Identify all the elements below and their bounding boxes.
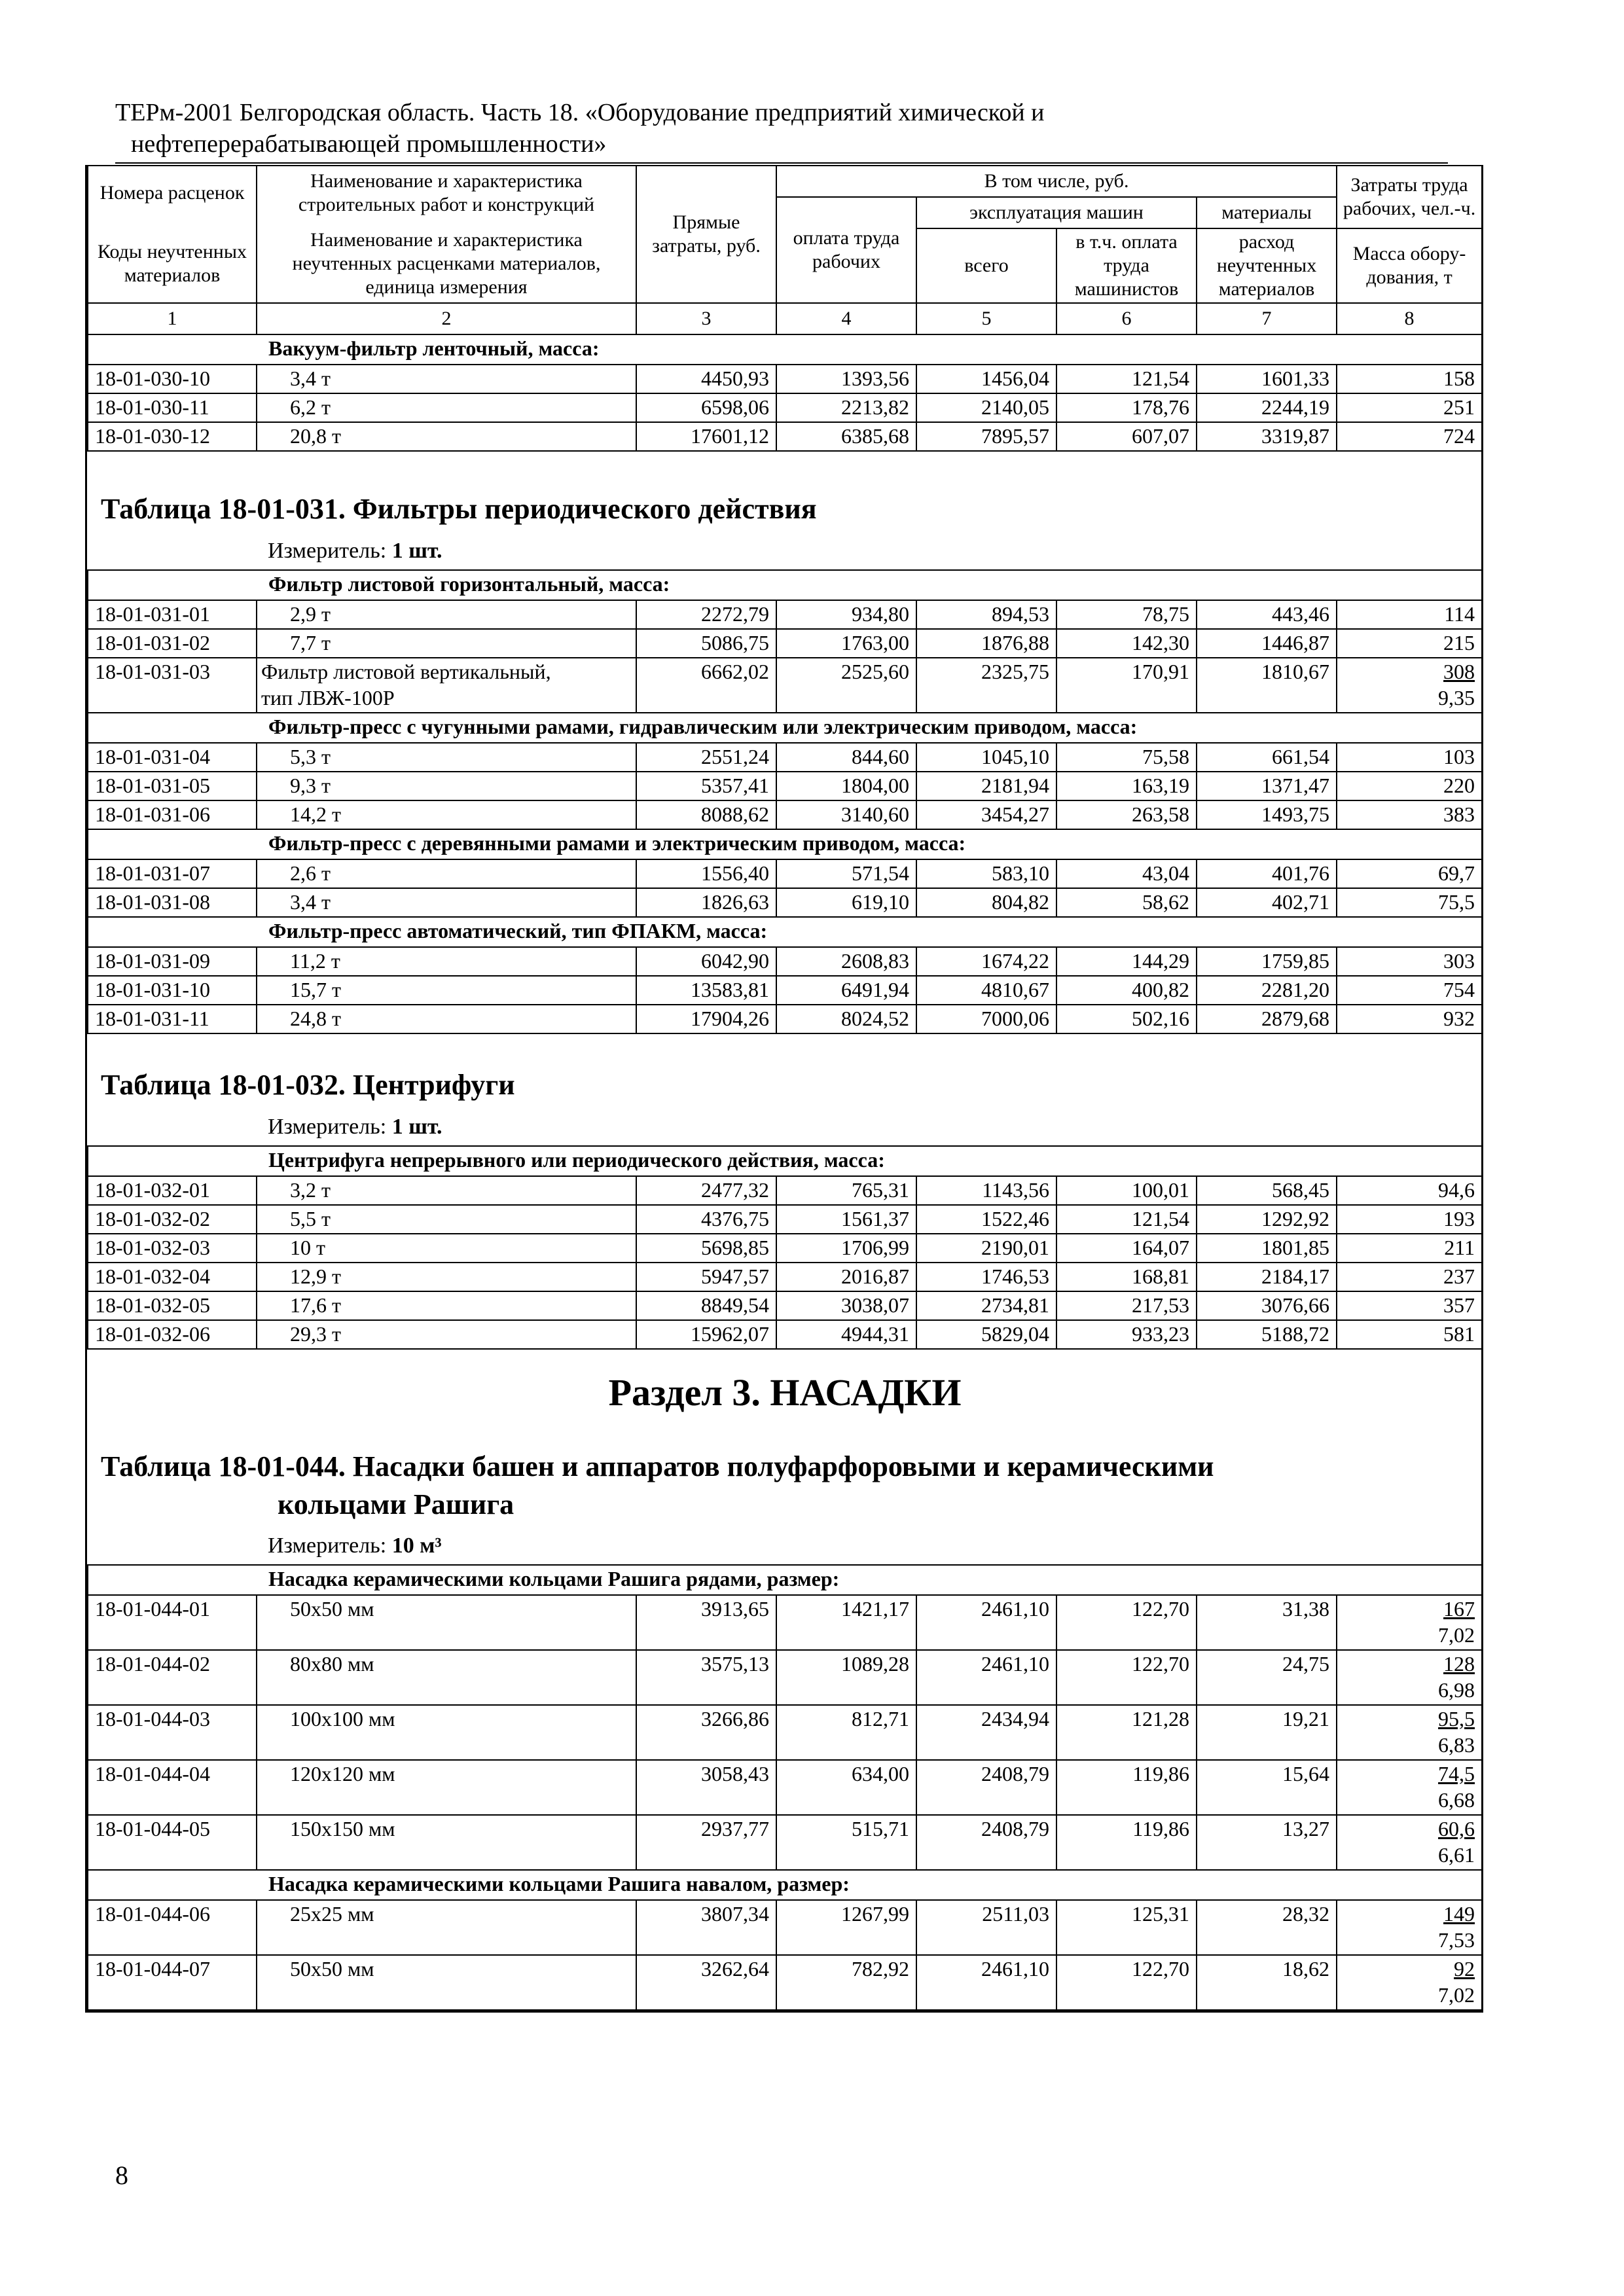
direct-cost-cell: 8849,54 — [636, 1291, 776, 1320]
labor-value: 167 — [1443, 1597, 1475, 1621]
labor-cost-cell: 357 — [1337, 1291, 1482, 1320]
table-row — [88, 1320, 1482, 1349]
machines-total-cell: 1045,10 — [916, 743, 1056, 772]
direct-cost-cell: 5698,85 — [636, 1234, 776, 1263]
materials-cell: 1371,47 — [1197, 772, 1337, 800]
table-row — [88, 1205, 1482, 1234]
operator-pay-cell: 58,62 — [1056, 888, 1197, 917]
rate-name-cell: 11,2 т — [257, 947, 636, 976]
worker-pay-cell: 6491,94 — [776, 976, 916, 1005]
worker-pay-cell: 782,92 — [776, 1955, 916, 2010]
labor-cost-cell: 103 — [1337, 743, 1482, 772]
table-row — [88, 422, 1482, 451]
labor-cost-cell: 932 — [1337, 1005, 1482, 1033]
labor-cost-cell — [1337, 1955, 1482, 2010]
materials-cell: 3319,87 — [1197, 422, 1337, 451]
machines-total-cell: 1876,88 — [916, 629, 1056, 658]
machines-total-cell: 804,82 — [916, 888, 1056, 917]
operator-pay-cell: 78,75 — [1056, 600, 1197, 629]
group-heading: Фильтр-пресс с чугунными рамами, гидравлическим или электрическим приводом, масса: — [88, 713, 1482, 743]
table-row — [88, 1815, 1482, 1870]
rate-name-cell: 50х50 мм — [257, 1955, 636, 2010]
machines-total-cell: 7000,06 — [916, 1005, 1056, 1033]
materials-cell: 443,46 — [1197, 600, 1337, 629]
worker-pay-cell: 1421,17 — [776, 1595, 916, 1650]
rate-name-cell: 9,3 т — [257, 772, 636, 800]
labor-cost-cell: 69,7 — [1337, 859, 1482, 888]
worker-pay-cell: 1706,99 — [776, 1234, 916, 1263]
table-row — [88, 629, 1482, 658]
table-row — [88, 1760, 1482, 1815]
direct-cost-cell: 1556,40 — [636, 859, 776, 888]
rate-code-cell: 18-01-032-02 — [88, 1205, 257, 1234]
rate-name-cell: 6,2 т — [257, 393, 636, 422]
table-row — [88, 1955, 1482, 2010]
group-heading: Вакуум-фильтр ленточный, масса: — [88, 334, 1482, 365]
labor-cost-cell: 211 — [1337, 1234, 1482, 1263]
direct-cost-cell: 3575,13 — [636, 1650, 776, 1705]
operator-pay-cell: 100,01 — [1056, 1176, 1197, 1205]
table-row — [88, 1005, 1482, 1033]
operator-pay-cell: 178,76 — [1056, 393, 1197, 422]
mass-value: 7,53 — [1438, 1928, 1475, 1952]
worker-pay-cell: 8024,52 — [776, 1005, 916, 1033]
group-heading: Фильтр листовой горизонтальный, масса: — [88, 570, 1482, 600]
machines-total-cell: 1674,22 — [916, 947, 1056, 976]
rate-code-cell: 18-01-044-03 — [88, 1705, 257, 1760]
group-heading: Фильтр-пресс с деревянными рамами и электрическим приводом, масса: — [88, 829, 1482, 859]
worker-pay-cell: 515,71 — [776, 1815, 916, 1870]
rate-code-cell: 18-01-031-07 — [88, 859, 257, 888]
materials-cell: 5188,72 — [1197, 1320, 1337, 1349]
labor-value: 149 — [1443, 1902, 1475, 1926]
rate-name-cell: 10 т — [257, 1234, 636, 1263]
rate-code-cell: 18-01-032-01 — [88, 1176, 257, 1205]
materials-cell: 13,27 — [1197, 1815, 1337, 1870]
materials-cell: 24,75 — [1197, 1650, 1337, 1705]
rate-code-cell: 18-01-031-04 — [88, 743, 257, 772]
rate-name-cell: 14,2 т — [257, 800, 636, 829]
rate-code-cell: 18-01-031-10 — [88, 976, 257, 1005]
labor-cost-cell — [1337, 1760, 1482, 1815]
direct-cost-cell: 5357,41 — [636, 772, 776, 800]
materials-cell: 401,76 — [1197, 859, 1337, 888]
rate-code-cell: 18-01-031-09 — [88, 947, 257, 976]
machines-total-cell: 1746,53 — [916, 1263, 1056, 1291]
direct-cost-cell: 4450,93 — [636, 365, 776, 393]
materials-cell: 1493,75 — [1197, 800, 1337, 829]
rates-sheet — [85, 165, 1483, 2013]
worker-pay-cell: 619,10 — [776, 888, 916, 917]
materials-cell: 1601,33 — [1197, 365, 1337, 393]
rate-code-cell: 18-01-044-06 — [88, 1900, 257, 1955]
direct-cost-cell: 6598,06 — [636, 393, 776, 422]
rate-code-cell: 18-01-031-06 — [88, 800, 257, 829]
unit-line: Измеритель: 1 шт. — [268, 1115, 442, 1139]
labor-cost-cell: 251 — [1337, 393, 1482, 422]
labor-cost-cell: 193 — [1337, 1205, 1482, 1234]
labor-cost-cell: 754 — [1337, 976, 1482, 1005]
worker-pay-cell: 1763,00 — [776, 629, 916, 658]
machines-total-cell: 2461,10 — [916, 1955, 1056, 2010]
table-row — [88, 888, 1482, 917]
operator-pay-cell: 263,58 — [1056, 800, 1197, 829]
table-row — [88, 859, 1482, 888]
operator-pay-cell: 121,54 — [1056, 1205, 1197, 1234]
rate-code-cell: 18-01-032-04 — [88, 1263, 257, 1291]
centrifuge-rows — [88, 1176, 1482, 1349]
rate-name-cell: 17,6 т — [257, 1291, 636, 1320]
worker-pay-cell: 2016,87 — [776, 1263, 916, 1291]
operator-pay-cell: 400,82 — [1056, 976, 1197, 1005]
header-line-2: нефтеперерабатывающей промышленности» — [131, 130, 607, 158]
machines-total-cell: 1522,46 — [916, 1205, 1056, 1234]
table-032-title-row — [88, 1033, 1482, 1146]
direct-cost-cell: 5947,57 — [636, 1263, 776, 1291]
labor-cost-cell: 303 — [1337, 947, 1482, 976]
operator-pay-cell: 122,70 — [1056, 1955, 1197, 2010]
labor-cost-cell: 75,5 — [1337, 888, 1482, 917]
worker-pay-cell: 571,54 — [776, 859, 916, 888]
table-row — [88, 772, 1482, 800]
filter-press-auto-rows — [88, 947, 1482, 1033]
operator-pay-cell: 121,54 — [1056, 365, 1197, 393]
header-line-1: ТЕРм-2001 Белгородская область. Часть 18. «Оборудование предприятий химической и — [115, 99, 1045, 126]
table-row — [88, 393, 1482, 422]
worker-pay-cell: 1393,56 — [776, 365, 916, 393]
table-row — [88, 1900, 1482, 1955]
machines-total-cell: 2461,10 — [916, 1650, 1056, 1705]
materials-cell: 3076,66 — [1197, 1291, 1337, 1320]
page-header — [115, 97, 1424, 160]
table-row — [88, 976, 1482, 1005]
mass-value: 6,98 — [1438, 1678, 1475, 1702]
rate-code-cell: 18-01-031-08 — [88, 888, 257, 917]
materials-cell: 402,71 — [1197, 888, 1337, 917]
direct-cost-cell: 5086,75 — [636, 629, 776, 658]
machines-total-cell: 894,53 — [916, 600, 1056, 629]
rate-name-cell: 80х80 мм — [257, 1650, 636, 1705]
packing-bulk-rows — [88, 1900, 1482, 2010]
machines-total-cell: 2190,01 — [916, 1234, 1056, 1263]
operator-pay-cell: 164,07 — [1056, 1234, 1197, 1263]
group-heading: Насадка керамическими кольцами Рашига навалом, размер: — [88, 1870, 1482, 1900]
worker-pay-cell: 1804,00 — [776, 772, 916, 800]
worker-pay-cell: 812,71 — [776, 1705, 916, 1760]
labor-cost-cell: 724 — [1337, 422, 1482, 451]
page-number: 8 — [115, 2161, 128, 2190]
group-heading: Фильтр-пресс автоматический, тип ФПАКМ, масса: — [88, 917, 1482, 947]
rate-name-cell: 29,3 т — [257, 1320, 636, 1349]
col-header-machines: эксплуатация машин — [916, 197, 1197, 228]
table-row — [88, 365, 1482, 393]
mass-value: 6,68 — [1438, 1788, 1475, 1812]
worker-pay-cell: 634,00 — [776, 1760, 916, 1815]
labor-cost-cell — [1337, 1705, 1482, 1760]
direct-cost-cell: 2551,24 — [636, 743, 776, 772]
operator-pay-cell: 502,16 — [1056, 1005, 1197, 1033]
machines-total-cell: 5829,04 — [916, 1320, 1056, 1349]
labor-cost-cell — [1337, 1650, 1482, 1705]
table-row — [88, 1263, 1482, 1291]
direct-cost-cell: 2272,79 — [636, 600, 776, 629]
table-044-title-row — [88, 1349, 1482, 1565]
rate-code-cell: 18-01-030-11 — [88, 393, 257, 422]
machines-total-cell: 2734,81 — [916, 1291, 1056, 1320]
direct-cost-cell: 13583,81 — [636, 976, 776, 1005]
machines-total-cell: 1143,56 — [916, 1176, 1056, 1205]
packing-rows-rows — [88, 1595, 1482, 1870]
labor-cost-cell: 383 — [1337, 800, 1482, 829]
mass-value: 6,61 — [1438, 1843, 1475, 1867]
mass-value: 6,83 — [1438, 1733, 1475, 1757]
operator-pay-cell: 43,04 — [1056, 859, 1197, 888]
labor-value: 60,6 — [1438, 1817, 1475, 1840]
rate-name-cell: 100х100 мм — [257, 1705, 636, 1760]
rate-name-cell: 5,3 т — [257, 743, 636, 772]
materials-cell: 1292,92 — [1197, 1205, 1337, 1234]
rate-name-cell: 2,9 т — [257, 600, 636, 629]
operator-pay-cell: 217,53 — [1056, 1291, 1197, 1320]
operator-pay-cell: 119,86 — [1056, 1760, 1197, 1815]
table-title: Таблица 18-01-032. Центрифуги — [101, 1069, 515, 1101]
col-header-mass: Масса обору-дования, т — [1337, 228, 1482, 303]
labor-cost-cell: 581 — [1337, 1320, 1482, 1349]
labor-cost-cell: 94,6 — [1337, 1176, 1482, 1205]
materials-cell: 2879,68 — [1197, 1005, 1337, 1033]
operator-pay-cell: 122,70 — [1056, 1650, 1197, 1705]
col-header-operator-pay: в т.ч. оплата труда машинистов — [1056, 228, 1197, 303]
operator-pay-cell: 122,70 — [1056, 1595, 1197, 1650]
operator-pay-cell: 125,31 — [1056, 1900, 1197, 1955]
table-row — [88, 1234, 1482, 1263]
labor-value: 74,5 — [1438, 1762, 1475, 1785]
labor-cost-cell: 114 — [1337, 600, 1482, 629]
labor-cost-cell — [1337, 1815, 1482, 1870]
rate-name-cell: 120х120 мм — [257, 1760, 636, 1815]
worker-pay-cell: 3140,60 — [776, 800, 916, 829]
rate-code-cell: 18-01-044-01 — [88, 1595, 257, 1650]
operator-pay-cell: 144,29 — [1056, 947, 1197, 976]
materials-cell: 2244,19 — [1197, 393, 1337, 422]
materials-cell: 28,32 — [1197, 1900, 1337, 1955]
worker-pay-cell: 3038,07 — [776, 1291, 916, 1320]
col-header-material-usage: расход неучтенных материалов — [1197, 228, 1337, 303]
table-row — [88, 1291, 1482, 1320]
machines-total-cell: 1456,04 — [916, 365, 1056, 393]
direct-cost-cell: 1826,63 — [636, 888, 776, 917]
filter-horizontal-rows — [88, 600, 1482, 658]
rate-code-cell: 18-01-030-10 — [88, 365, 257, 393]
unit-line: Измеритель: 10 м³ — [268, 1534, 442, 1558]
rate-code-cell: 18-01-031-11 — [88, 1005, 257, 1033]
materials-cell: 661,54 — [1197, 743, 1337, 772]
rate-code-cell: 18-01-031-02 — [88, 629, 257, 658]
rate-name-cell: 20,8 т — [257, 422, 636, 451]
table-title: Таблица 18-01-031. Фильтры периодического действия — [101, 493, 817, 525]
direct-cost-cell: 2477,32 — [636, 1176, 776, 1205]
rate-code-cell: 18-01-044-02 — [88, 1650, 257, 1705]
rate-code-cell: 18-01-030-12 — [88, 422, 257, 451]
rate-name-cell: 50х50 мм — [257, 1595, 636, 1650]
machines-total-cell: 2181,94 — [916, 772, 1056, 800]
group-heading: Центрифуга непрерывного или периодического действия, масса: — [88, 1146, 1482, 1176]
table-row — [88, 1705, 1482, 1760]
worker-pay-cell: 1561,37 — [776, 1205, 916, 1234]
materials-cell: 1446,87 — [1197, 629, 1337, 658]
table-031-title-row — [88, 451, 1482, 570]
rate-name-cell: 25х25 мм — [257, 1900, 636, 1955]
worker-pay-cell: 934,80 — [776, 600, 916, 629]
table-row — [88, 947, 1482, 976]
worker-pay-cell: 765,31 — [776, 1176, 916, 1205]
rate-name-cell: 15,7 т — [257, 976, 636, 1005]
direct-cost-cell: 3058,43 — [636, 1760, 776, 1815]
rate-code-cell: 18-01-031-05 — [88, 772, 257, 800]
mass-value: 7,02 — [1438, 1983, 1475, 2007]
rate-code-cell: 18-01-044-07 — [88, 1955, 257, 2010]
rate-code-cell: 18-01-032-03 — [88, 1234, 257, 1263]
worker-pay-cell: 2213,82 — [776, 393, 916, 422]
worker-pay-cell: 2608,83 — [776, 947, 916, 976]
direct-cost-cell: 17904,26 — [636, 1005, 776, 1033]
materials-cell: 1801,85 — [1197, 1234, 1337, 1263]
table-row — [88, 1176, 1482, 1205]
materials-cell: 31,38 — [1197, 1595, 1337, 1650]
operator-pay-cell: 142,30 — [1056, 629, 1197, 658]
machines-total-cell: 3454,27 — [916, 800, 1056, 829]
direct-cost-cell: 3262,64 — [636, 1955, 776, 2010]
machines-total-cell: 4810,67 — [916, 976, 1056, 1005]
direct-cost-cell: 2937,77 — [636, 1815, 776, 1870]
machines-total-cell: 7895,57 — [916, 422, 1056, 451]
header-rule — [115, 162, 1448, 164]
direct-cost-cell: 17601,12 — [636, 422, 776, 451]
operator-pay-cell: 933,23 — [1056, 1320, 1197, 1349]
table-row — [88, 600, 1482, 629]
rate-name-cell: 12,9 т — [257, 1263, 636, 1291]
unit-line: Измеритель: 1 шт. — [268, 539, 442, 563]
rate-name-cell: 2,6 т — [257, 859, 636, 888]
direct-cost-cell: 3807,34 — [636, 1900, 776, 1955]
machines-total-cell: 2408,79 — [916, 1815, 1056, 1870]
col-header-direct-costs: Прямые затраты, руб. — [636, 166, 776, 303]
labor-value: 95,5 — [1438, 1707, 1475, 1731]
column-numbers-row: 1 2 3 4 5 6 7 8 — [88, 303, 1482, 334]
rate-name-cell: 3,4 т — [257, 365, 636, 393]
rate-name-cell: 150х150 мм — [257, 1815, 636, 1870]
machines-total-cell: 2408,79 — [916, 1760, 1056, 1815]
direct-cost-cell: 15962,07 — [636, 1320, 776, 1349]
labor-cost-cell — [1337, 1595, 1482, 1650]
direct-cost-cell: 6042,90 — [636, 947, 776, 976]
vacuum-rows — [88, 365, 1482, 451]
operator-pay-cell: 119,86 — [1056, 1815, 1197, 1870]
labor-value: 128 — [1443, 1652, 1475, 1676]
operator-pay-cell: 163,19 — [1056, 772, 1197, 800]
col-header-labor: Затраты труда рабочих, чел.-ч. — [1337, 166, 1482, 228]
worker-pay-cell: 1267,99 — [776, 1900, 916, 1955]
worker-pay-cell: 4944,31 — [776, 1320, 916, 1349]
operator-pay-cell: 168,81 — [1056, 1263, 1197, 1291]
machines-total-cell: 2461,10 — [916, 1595, 1056, 1650]
materials-cell: 2281,20 — [1197, 976, 1337, 1005]
direct-cost-cell: 3913,65 — [636, 1595, 776, 1650]
machines-total-cell: 2140,05 — [916, 393, 1056, 422]
section-title: Раздел 3. НАСАДКИ — [608, 1371, 962, 1414]
filter-press-wood-rows — [88, 859, 1482, 917]
labor-value: 92 — [1454, 1957, 1475, 1981]
materials-cell: 15,64 — [1197, 1760, 1337, 1815]
table-row — [88, 800, 1482, 829]
materials-cell: 18,62 — [1197, 1955, 1337, 2010]
materials-cell: 2184,17 — [1197, 1263, 1337, 1291]
group-heading: Насадка керамическими кольцами Рашига рядами, размер: — [88, 1565, 1482, 1595]
materials-cell: 1759,85 — [1197, 947, 1337, 976]
rate-code-cell: 18-01-032-05 — [88, 1291, 257, 1320]
direct-cost-cell: 8088,62 — [636, 800, 776, 829]
machines-total-cell: 2511,03 — [916, 1900, 1056, 1955]
worker-pay-cell: 1089,28 — [776, 1650, 916, 1705]
col-header-names: Наименование и характеристика строительных работ и конструкций Наименование и характеристика неучтенных расценками материалов, единица измерения — [257, 166, 636, 303]
col-header-included: В том числе, руб. — [776, 166, 1337, 197]
table-row — [88, 1595, 1482, 1650]
rate-name-cell: 24,8 т — [257, 1005, 636, 1033]
rate-code-cell: 18-01-032-06 — [88, 1320, 257, 1349]
rate-code-cell: 18-01-031-01 — [88, 600, 257, 629]
labor-cost-cell: 158 — [1337, 365, 1482, 393]
operator-pay-cell: 75,58 — [1056, 743, 1197, 772]
rate-code-cell: 18-01-044-05 — [88, 1815, 257, 1870]
rates-table — [87, 165, 1483, 2011]
filter-press-cast-rows — [88, 743, 1482, 829]
machines-total-cell: 583,10 — [916, 859, 1056, 888]
col-header-total: всего — [916, 228, 1056, 303]
table-title: Таблица 18-01-044. Насадки башен и аппаратов полуфарфоровыми и керамическими кольцами Рашига — [101, 1450, 1214, 1520]
operator-pay-cell: 607,07 — [1056, 422, 1197, 451]
table-row — [88, 743, 1482, 772]
rate-code-cell: 18-01-044-04 — [88, 1760, 257, 1815]
machines-total-cell: 2434,94 — [916, 1705, 1056, 1760]
labor-cost-cell: 220 — [1337, 772, 1482, 800]
rate-name-cell: 3,4 т — [257, 888, 636, 917]
table-row — [88, 1650, 1482, 1705]
rate-name-cell: 3,2 т — [257, 1176, 636, 1205]
col-header-materials: материалы — [1197, 197, 1337, 228]
labor-cost-cell — [1337, 1900, 1482, 1955]
worker-pay-cell: 6385,68 — [776, 422, 916, 451]
materials-cell: 568,45 — [1197, 1176, 1337, 1205]
direct-cost-cell: 3266,86 — [636, 1705, 776, 1760]
rate-name-cell: 7,7 т — [257, 629, 636, 658]
materials-cell: 19,21 — [1197, 1705, 1337, 1760]
table-row: 18-01-031-03 Фильтр листовой вертикальный, тип ЛВЖ-100Р 6662,02 2525,60 2325,75 170,91 1810,67 308 9,35 — [88, 658, 1482, 713]
labor-cost-cell: 215 — [1337, 629, 1482, 658]
rate-name-cell: 5,5 т — [257, 1205, 636, 1234]
mass-value: 7,02 — [1438, 1623, 1475, 1647]
direct-cost-cell: 4376,75 — [636, 1205, 776, 1234]
labor-cost-cell: 237 — [1337, 1263, 1482, 1291]
col-header-codes: Номера расценок Коды неучтенных материалов — [88, 166, 257, 303]
operator-pay-cell: 121,28 — [1056, 1705, 1197, 1760]
table-header-row — [88, 166, 1482, 197]
worker-pay-cell: 844,60 — [776, 743, 916, 772]
col-header-worker-pay: оплата труда рабочих — [776, 197, 916, 303]
